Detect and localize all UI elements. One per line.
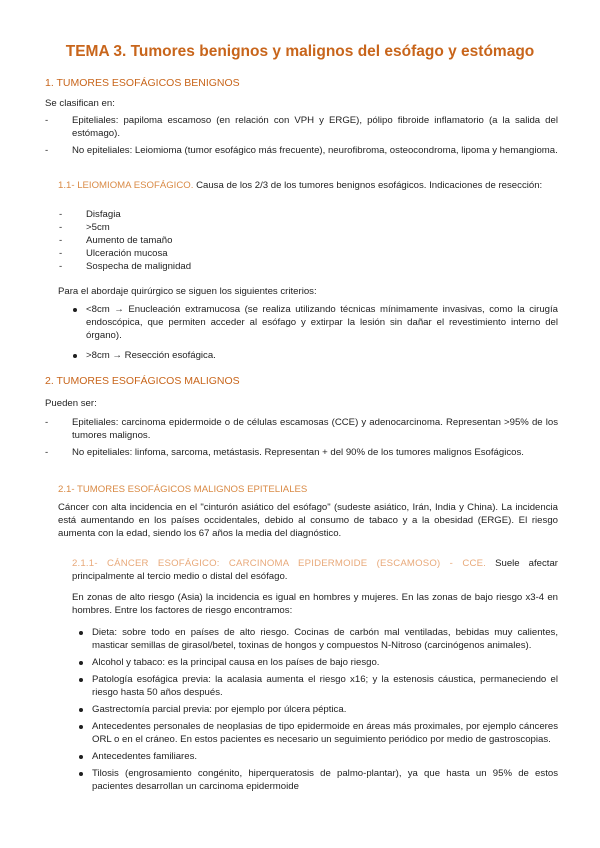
- list-item: - Aumento de tamaño: [86, 234, 486, 247]
- section-2-list: [72, 416, 558, 459]
- resection-indications-list: [86, 208, 486, 273]
- list-item: - Epiteliales: papiloma escamoso (en relación con VPH y ERGE), pólipo fibroide inflamatorio (a la salida del estómago).: [72, 114, 558, 140]
- surgical-criteria-intro: Para el abordaje quirúrgico se siguen los siguientes criterios:: [58, 286, 317, 297]
- subsection-2-1-1-heading: 2.1.1- CÁNCER ESOFÁGICO: CARCINOMA EPIDERMOIDE (ESCAMOSO) - CCE.: [72, 558, 487, 569]
- section-1-list: [72, 114, 558, 157]
- list-item: Dieta: sobre todo en países de alto riesgo. Cocinas de carbón mal ventiladas, bebidas muy calientes, masticar semillas de girasol/betel, toxinas de hongos y compuestos N-Nitroso (carcinógenos animales).: [92, 627, 558, 651]
- list-item: Antecedentes familiares.: [92, 750, 558, 763]
- surgical-criteria-list: [86, 303, 558, 362]
- list-item: - Ulceración mucosa: [86, 247, 486, 260]
- subsection-1-1-heading: 1.1- LEIOMIOMA ESOFÁGICO.: [58, 180, 194, 191]
- risk-factors-list: [92, 626, 558, 793]
- list-item: <8cm → Enucleación extramucosa (se realiza utilizando técnicas mínimamente invasivas, como la cirugía endoscópica, que permiten acceder al esófago y extirpar la lesión sin dañar el revestimiento interno del órgano).: [86, 304, 558, 341]
- list-item: >8cm → Resección esofágica.: [86, 349, 558, 362]
- list-item: Alcohol y tabaco: es la principal causa en los países de bajo riesgo.: [92, 656, 558, 669]
- document-title: TEMA 3. Tumores benignos y malignos del esófago y estómago: [65, 43, 535, 60]
- section-2-intro: Pueden ser:: [45, 398, 97, 409]
- subsection-2-1-1-intro: [72, 557, 558, 583]
- list-item: Patología esofágica previa: la acalasia aumenta el riesgo x16; y la estenosis cáustica, permaneciendo el riesgo hasta 50 años después.: [92, 674, 558, 698]
- subsection-1-1-text: Causa de los 2/3 de los tumores benignos esofágicos. Indicaciones de resección:: [193, 180, 543, 191]
- section-2-heading: 2. TUMORES ESOFÁGICOS MALIGNOS: [45, 375, 240, 387]
- list-item: Gastrectomía parcial previa: por ejemplo por úlcera péptica.: [92, 703, 558, 716]
- risk-paragraph: En zonas de alto riesgo (Asia) la incidencia es igual en hombres y mujeres. En las zonas de bajo riesgo x3-4 en hombres. Entre los factores de riesgo encontramos:: [72, 592, 558, 616]
- subsection-2-1-heading: 2.1- TUMORES ESOFÁGICOS MALIGNOS EPITELIALES: [58, 484, 308, 495]
- list-item: - Disfagia: [86, 208, 486, 221]
- subsection-2-1-text: Cáncer con alta incidencia en el "cinturón asiático del esófago" (sudeste asiático, Irán, India y China). La incidencia está aumentando en los países occidentales, debido al consumo de tabaco y a la obesidad (ERGE). El riesgo aumenta con la edad, siendo los 67 años la media del diagnóstico.: [58, 502, 558, 539]
- section-1-heading: 1. TUMORES ESOFÁGICOS BENIGNOS: [45, 77, 240, 89]
- list-item: - No epiteliales: Leiomioma (tumor esofágico más frecuente), neurofibroma, osteocondroma, lipoma y hemangioma.: [72, 144, 558, 157]
- section-1-intro: Se clasifican en:: [45, 98, 115, 109]
- list-item: Antecedentes personales de neoplasias de tipo epidermoide en áreas más proximales, por ejemplo cánceres ORL o en el cráneo. En estos pacientes es necesario un seguimiento periódico por medio de gastroscopias.: [92, 721, 558, 745]
- list-item: - Epiteliales: carcinoma epidermoide o de células escamosas (CCE) y adenocarcinoma. Representan >95% de los tumores malignos.: [72, 416, 558, 442]
- subsection-1-1-intro: [58, 179, 558, 192]
- subsection-2-1-1-text: Suele afectar principalmente al tercio medio o distal del esófago.: [72, 558, 558, 582]
- list-item: - No epiteliales: linfoma, sarcoma, metástasis. Representan + del 90% de los tumores malignos Esofágicos.: [72, 446, 558, 459]
- list-item: - Sospecha de malignidad: [86, 260, 486, 273]
- list-item: Tilosis (engrosamiento congénito, hiperqueratosis de palmo-plantar), ya que hasta un 95% de estos pacientes desarrollan un carcinoma epidermoide: [92, 768, 558, 792]
- list-item: - >5cm: [86, 221, 486, 234]
